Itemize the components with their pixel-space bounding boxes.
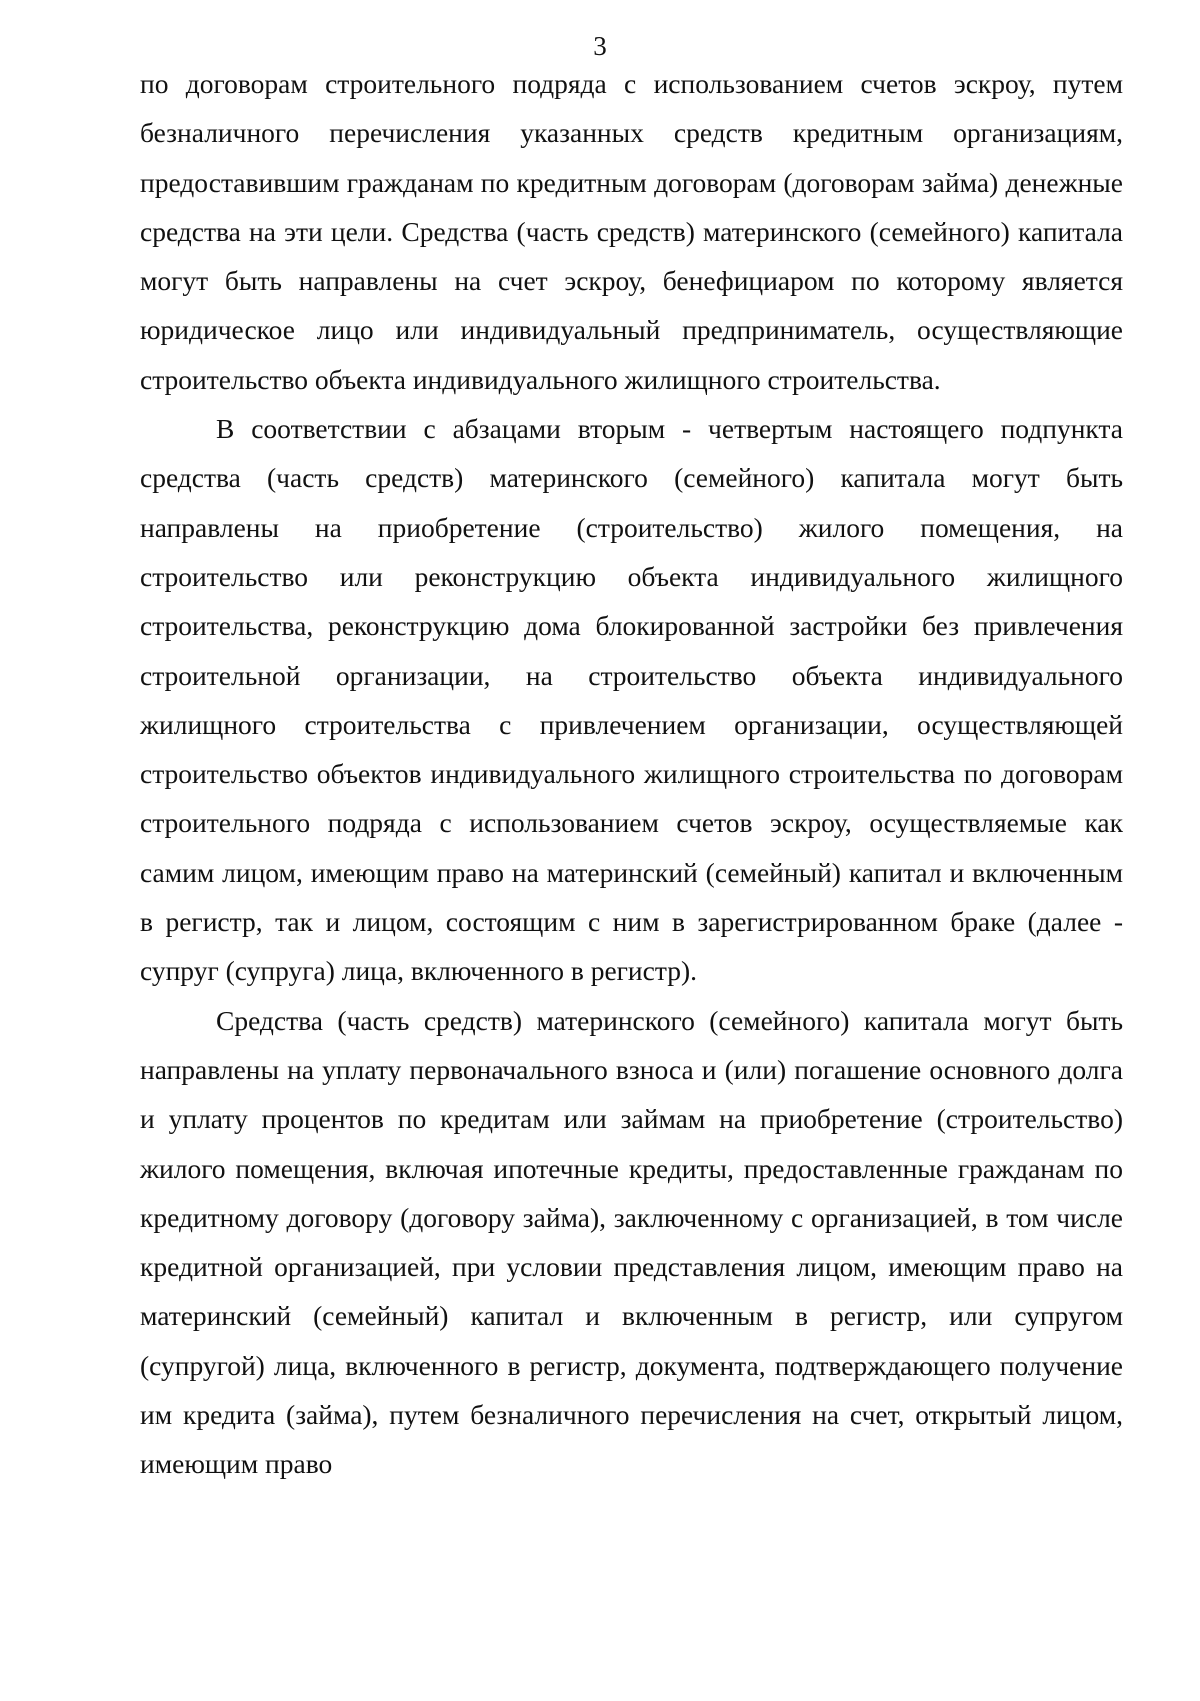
paragraph-paragraphs-reference: В соответствии с абзацами вторым - четвертым настоящего подпункта средства (часть средств) материнского (семейного) капитала могут быть направлены на приобретение (строительство) жилого помещения, на строительство или реконструкцию объекта индивидуального жилищного строительства, реконструкцию дома блокированной застройки без привлечения строительной организации, на строительство объекта индивидуального жилищного строительства с привлечением организации, осуществляющей строительство объектов индивидуального жилищного строительства по договорам строительного подряда с использованием счетов эскроу, осуществляемые как самим лицом, имеющим право на материнский (семейный) капитал и включенным в регистр, так и лицом, состоящим с ним в зарегистрированном браке (далее - супруг (супруга) лица, включенного в регистр). — [140, 413, 1123, 987]
paragraph-credit-payment: Средства (часть средств) материнского (семейного) капитала могут быть направлены на уплату первоначального взноса и (или) погашение основного долга и уплату процентов по кредитам или займам на приобретение (строительство) жилого помещения, включая ипотечные кредиты, предоставленные гражданам по кредитному договору (договору займа), заключенному с организацией, в том числе кредитной организацией, при условии представления лицом, имеющим право на материнский (семейный) капитал и включенным в регистр, или супругом (супругой) лица, включенного в регистр, документа, подтверждающего получение им кредита (займа), путем безналичного перечисления на счет, открытый лицом, имеющим право — [140, 1004, 1123, 1480]
document-body — [140, 59, 1123, 1489]
paragraph-continuation: по договорам строительного подряда с использованием счетов эскроу, путем безналичного перечисления указанных средств кредитным организациям, предоставившим гражданам по кредитным договорам (договорам займа) денежные средства на эти цели. Средства (часть средств) материнского (семейного) капитала могут быть направлены на счет эскроу, бенефициаром по которому является юридическое лицо или индивидуальный предприниматель, осуществляющие строительство объекта индивидуального жилищного строительства. — [140, 68, 1123, 395]
page-number: 3 — [593, 31, 607, 61]
